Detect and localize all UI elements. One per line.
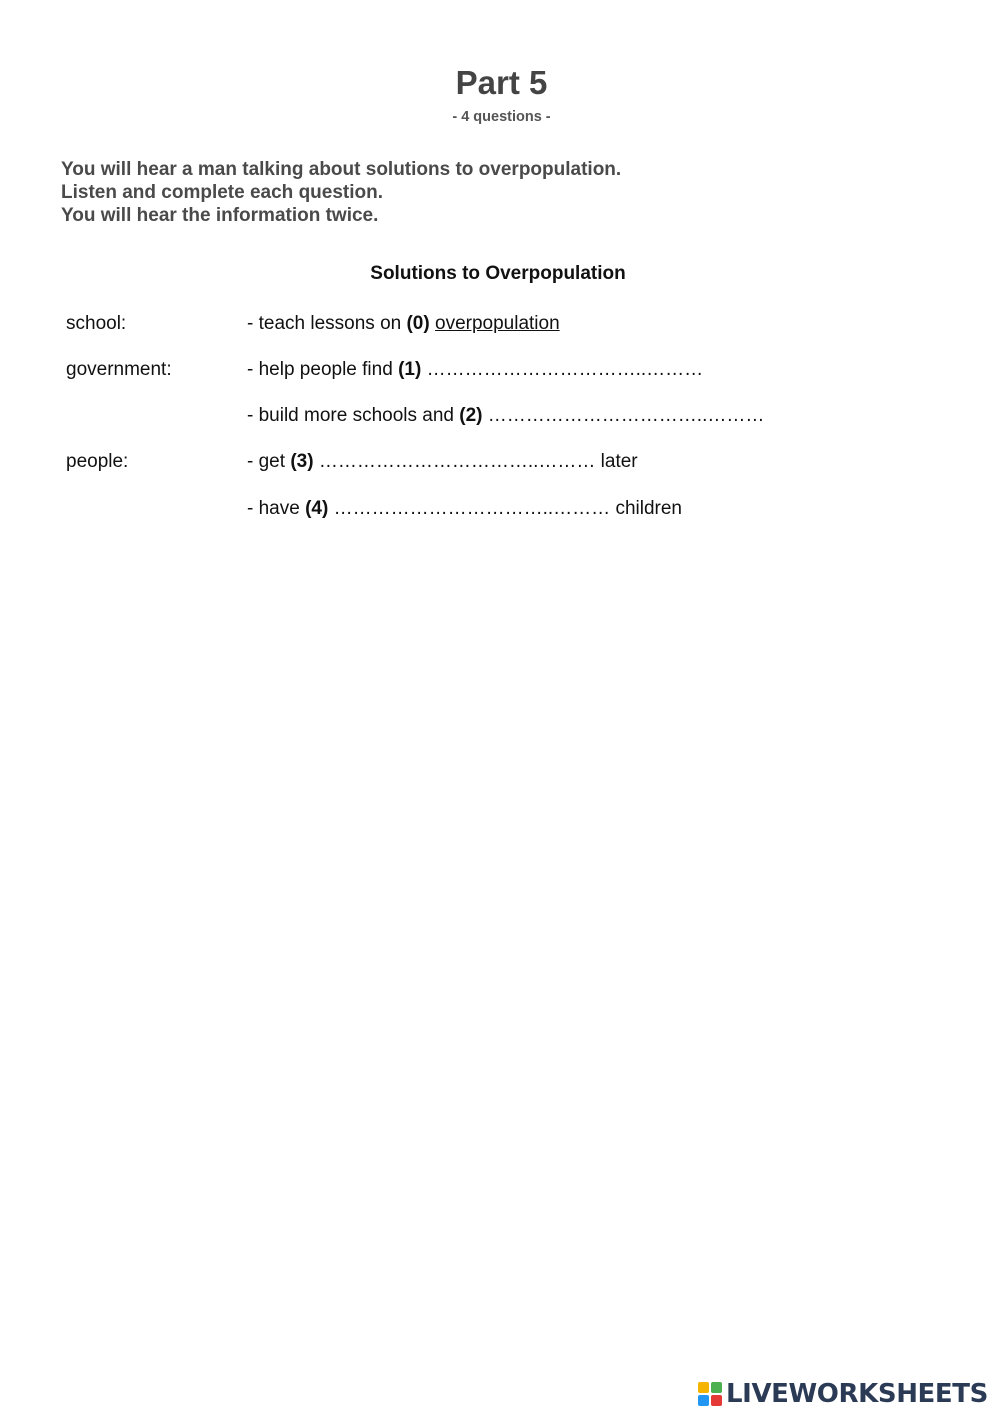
logo-text: LIVEWORKSHEETS xyxy=(726,1379,988,1409)
answer-blank[interactable]: ……………………………..……… xyxy=(333,498,611,519)
item-prefix: - help people find xyxy=(247,359,393,380)
item-number: (2) xyxy=(459,405,483,426)
logo-square xyxy=(698,1395,709,1406)
item-content xyxy=(247,498,682,520)
item-suffix: children xyxy=(615,498,682,519)
item-row xyxy=(0,498,1000,526)
item-number: (1) xyxy=(398,359,422,380)
logo-square xyxy=(698,1382,709,1393)
logo-mark-icon xyxy=(698,1382,722,1406)
item-suffix: later xyxy=(600,451,638,472)
question-count: - 4 questions - xyxy=(452,109,551,125)
item-prefix: - teach lessons on xyxy=(247,313,402,334)
example-answer: overpopulation xyxy=(435,313,560,334)
logo-square xyxy=(711,1395,722,1406)
item-content xyxy=(247,313,560,335)
item-content xyxy=(247,359,703,381)
instruction-line: You will hear a man talking about solutions to overpopulation. xyxy=(61,159,622,180)
item-row xyxy=(0,313,1000,341)
answer-blank[interactable]: ……………………………..……… xyxy=(318,451,596,472)
item-label: school: xyxy=(66,313,127,334)
liveworksheets-logo xyxy=(698,1380,988,1408)
item-number: (0) xyxy=(406,313,430,334)
item-row xyxy=(0,451,1000,479)
item-number: (4) xyxy=(305,498,329,519)
item-label: people: xyxy=(66,451,129,472)
instruction-line: You will hear the information twice. xyxy=(61,205,379,226)
instructions xyxy=(61,158,621,227)
item-prefix: - get xyxy=(247,451,286,472)
item-prefix: - build more schools and xyxy=(247,405,454,426)
page-title: Part 5 xyxy=(455,64,548,101)
item-row xyxy=(0,359,1000,387)
item-content xyxy=(247,405,764,427)
item-content xyxy=(247,451,638,473)
answer-blank[interactable]: ……………………………..……… xyxy=(426,359,704,380)
item-number: (3) xyxy=(290,451,314,472)
section-title: Solutions to Overpopulation xyxy=(370,263,626,284)
answer-blank[interactable]: ……………………………..……… xyxy=(487,405,765,426)
item-label: government: xyxy=(66,359,172,380)
item-prefix: - have xyxy=(247,498,300,519)
instruction-line: Listen and complete each question. xyxy=(61,182,384,203)
item-row xyxy=(0,405,1000,433)
logo-square xyxy=(711,1382,722,1393)
